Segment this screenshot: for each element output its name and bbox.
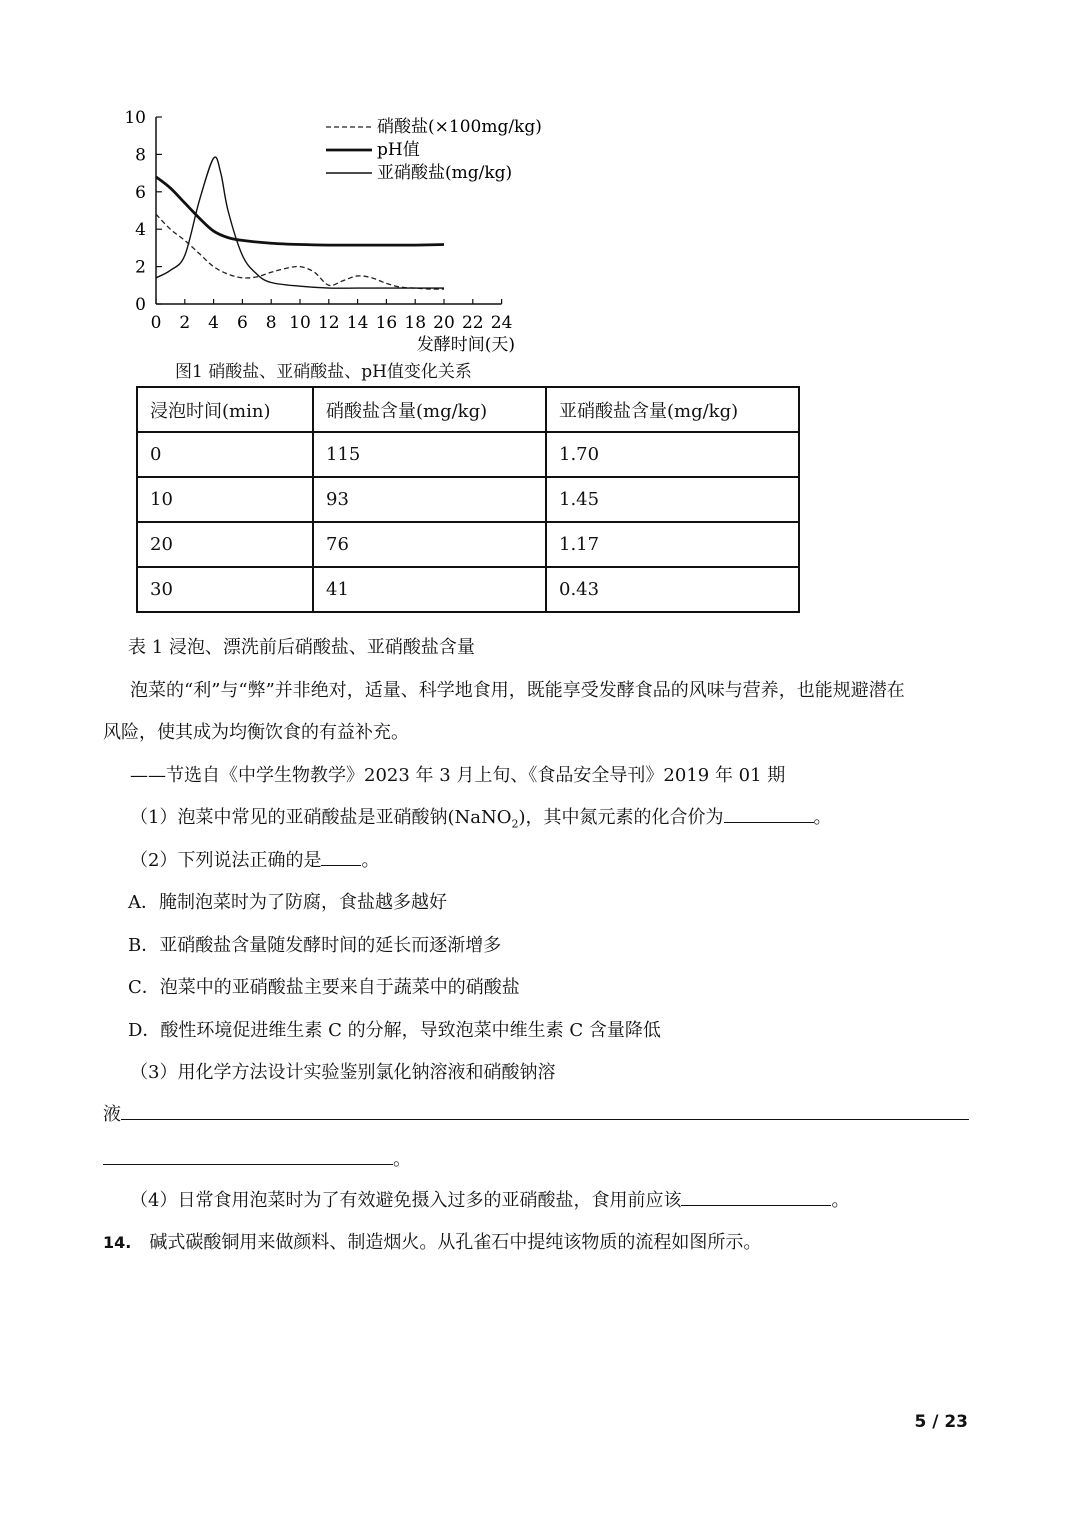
table-header-row <box>137 387 799 432</box>
source-citation: ——节选自《中学生物教学》2023 年 3 月上旬、《食品安全导刊》2019 年 01 期 <box>130 765 786 786</box>
table-cell: 0 <box>137 432 313 477</box>
table-cell: 10 <box>137 477 313 522</box>
table-row <box>137 432 799 477</box>
y-tick-label: 6 <box>135 182 146 203</box>
x-tick-label: 8 <box>265 313 277 333</box>
period: 。 <box>813 807 832 828</box>
x-axis-label: 发酵时间(天) <box>416 335 515 355</box>
legend-label: pH值 <box>377 140 420 160</box>
period: 。 <box>393 1149 411 1170</box>
table-caption: 表 1 浸泡、漂洗前后硝酸盐、亚硝酸盐含量 <box>128 637 475 658</box>
x-tick-label: 4 <box>208 313 220 333</box>
data-table <box>136 386 800 613</box>
question-3: （3）用化学方法设计实验鉴别氯化钠溶液和硝酸钠溶 <box>130 1062 556 1083</box>
table-cell: 硝酸盐含量(mg/kg) <box>313 387 546 432</box>
option-c: C．泡菜中的亚硝酸盐主要来自于蔬菜中的硝酸盐 <box>128 977 520 998</box>
table-row <box>137 477 799 522</box>
x-tick-labels <box>151 313 513 333</box>
x-tick-label: 14 <box>346 313 369 333</box>
x-tick-label: 20 <box>433 313 455 333</box>
question-3-text: 液 <box>103 1104 121 1125</box>
question-1-text: （1）泡菜中常见的亚硝酸盐是亚硝酸钠(NaNO <box>130 807 512 828</box>
x-tick-label: 24 <box>490 313 513 333</box>
legend-label: 硝酸盐(×100mg/kg) <box>377 117 542 137</box>
option-a: A．腌制泡菜时为了防腐，食盐越多越好 <box>128 892 447 913</box>
x-tick-label: 12 <box>317 313 340 333</box>
y-tick-label: 2 <box>135 257 146 278</box>
table-cell: 浸泡时间(min) <box>137 387 313 432</box>
table-cell: 76 <box>313 522 546 567</box>
table-cell: 20 <box>137 522 313 567</box>
y-tick-labels <box>124 108 146 315</box>
x-tick-label: 22 <box>461 313 484 333</box>
question-3-cont-2 <box>103 1145 411 1171</box>
x-tick-label: 6 <box>236 313 248 333</box>
question-14-text: 碱式碳酸铜用来做颜料、制造烟火。从孔雀石中提纯该物质的流程如图所示。 <box>149 1232 762 1253</box>
x-tick-label: 0 <box>150 313 162 333</box>
option-b: B．亚硝酸盐含量随发酵时间的延长而逐渐增多 <box>128 935 502 956</box>
question-4-text: （4）日常食用泡菜时为了有效避免摄入过多的亚硝酸盐，食用前应该 <box>130 1190 682 1211</box>
question-1 <box>130 803 832 831</box>
y-tick-label: 10 <box>124 108 146 128</box>
paragraph-line-1: 泡菜的“利”与“弊”并非绝对，适量、科学地食用，既能享受发酵食品的风味与营养，也能规避潜在 <box>130 680 905 701</box>
series-line-1 <box>156 214 444 289</box>
question-3-cont <box>103 1100 969 1126</box>
chart-legend <box>326 117 542 183</box>
table-cell: 1.70 <box>546 432 799 477</box>
table-cell: 30 <box>137 567 313 612</box>
subscript: 2 <box>511 817 519 831</box>
option-d: D．酸性环境促进维生素 C 的分解，导致泡菜中维生素 C 含量降低 <box>128 1020 661 1041</box>
question-14 <box>103 1228 761 1254</box>
figure-caption: 图1 硝酸盐、亚硝酸盐、pH值变化关系 <box>175 362 472 382</box>
series-line-2 <box>156 177 444 245</box>
page-number: 5 / 23 <box>914 1412 968 1432</box>
answer-blank-3b[interactable] <box>103 1146 393 1165</box>
paragraph-line-2: 风险，使其成为均衡饮食的有益补充。 <box>103 722 409 743</box>
table-cell: 亚硝酸盐含量(mg/kg) <box>546 387 799 432</box>
answer-blank-2[interactable] <box>321 847 361 866</box>
y-tick-label: 8 <box>135 145 146 166</box>
y-tick-label: 0 <box>135 295 146 315</box>
x-tick-label: 2 <box>179 313 191 333</box>
legend-label: 亚硝酸盐(mg/kg) <box>377 163 513 183</box>
x-tick-label: 16 <box>375 313 398 333</box>
question-1-text-2: )，其中氮元素的化合价为 <box>518 807 724 828</box>
answer-blank-4[interactable] <box>681 1187 831 1206</box>
answer-blank-1[interactable] <box>724 804 814 823</box>
table-cell: 1.45 <box>546 477 799 522</box>
question-2 <box>130 846 379 872</box>
x-tick-label: 18 <box>404 313 427 333</box>
question-number: 14. <box>103 1233 132 1252</box>
table-cell: 115 <box>313 432 546 477</box>
table-cell: 0.43 <box>546 567 799 612</box>
y-tick-label: 4 <box>135 220 146 241</box>
period: 。 <box>361 850 380 871</box>
x-tick-label: 10 <box>289 313 311 333</box>
period: 。 <box>831 1190 850 1211</box>
question-4 <box>130 1186 849 1212</box>
table-cell: 93 <box>313 477 546 522</box>
table-cell: 41 <box>313 567 546 612</box>
chart-axes <box>156 117 502 304</box>
question-2-text: （2）下列说法正确的是 <box>130 850 322 871</box>
answer-blank-3a[interactable] <box>121 1101 969 1120</box>
figure1-chart <box>100 100 560 360</box>
table-row <box>137 522 799 567</box>
table-row <box>137 567 799 612</box>
table-cell: 1.17 <box>546 522 799 567</box>
